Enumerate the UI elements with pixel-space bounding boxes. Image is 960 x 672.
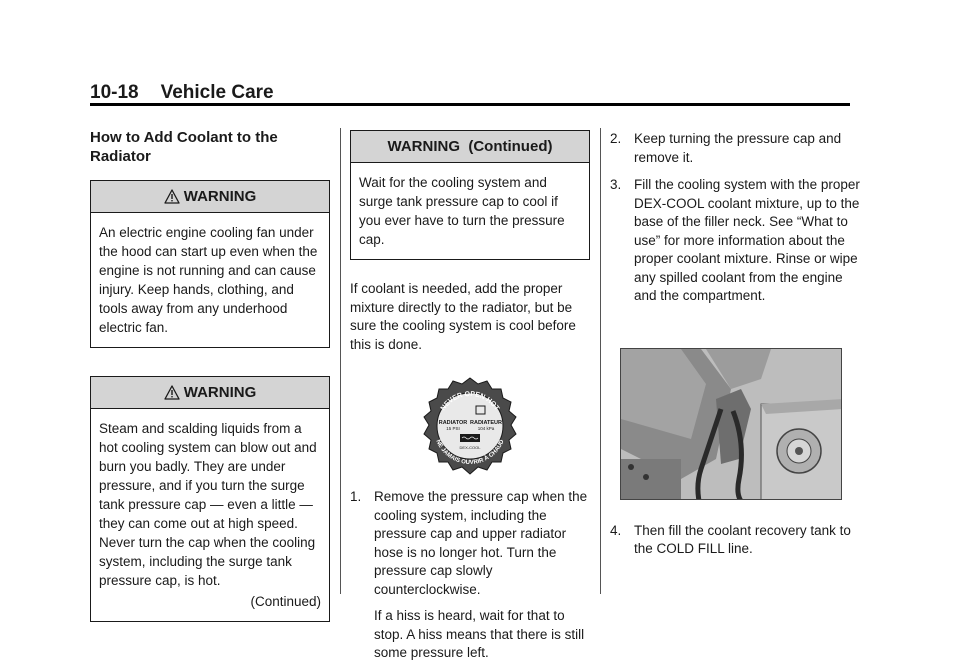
cap-left-label: RADIATOR	[438, 420, 468, 426]
engine-compartment-image	[621, 349, 842, 500]
header-rule	[90, 103, 850, 106]
warning-title: WARNING (Continued)	[387, 138, 553, 155]
step-text: Keep turning the pressure cap and remove it.	[634, 131, 842, 165]
warning-header	[91, 181, 329, 213]
continued-label: (Continued)	[250, 594, 321, 609]
step-note: If a hiss is heard, wait for that to stop. A hiss means that there is still some pressure left.	[374, 608, 585, 660]
engine-coolant-photo	[620, 348, 842, 500]
steps-list	[610, 130, 860, 306]
column-divider-2	[600, 128, 601, 594]
warning-box-continued	[350, 130, 590, 260]
cap-bottom-text: NE JAMAIS OUVRIR À CHAUD	[434, 438, 506, 467]
warning-text: An electric engine cooling fan under the hood can start up even when the engine is not running and can cause injury. Keep hands, clothing, and tools away from any underhood electric fan.	[99, 225, 318, 335]
warning-title: WARNING	[183, 188, 257, 205]
warning-title: WARNING	[183, 384, 257, 401]
list-item	[610, 130, 860, 167]
cap-top-text: NEVER OPEN HOT	[439, 390, 501, 413]
cap-center-label: DEX-COOL	[459, 445, 481, 450]
step-number: 4.	[610, 522, 622, 538]
step-body	[374, 488, 590, 663]
step-number: 2.	[610, 131, 622, 146]
steps-list	[350, 488, 590, 663]
warning-header	[351, 131, 589, 163]
warning-icon	[164, 385, 180, 400]
step-number: 1.	[350, 489, 362, 504]
warning-box-steam	[90, 376, 330, 622]
column-1	[90, 128, 330, 622]
section-title: Vehicle Care	[160, 82, 274, 103]
column-2	[350, 130, 590, 672]
warning-text: Wait for the cooling system and surge tank pressure cap to cool if you ever have to turn the pressure cap.	[359, 175, 565, 247]
cap-right-sub: 104 kPa	[477, 426, 495, 431]
step-text: Fill the cooling system with the proper DEX-COOL coolant mixture, up to the base of the filler neck. See “What to use” for more information about the proper coolant mixture. Rinse or wipe any spilled coolant from the engine and the compartment.	[634, 177, 860, 303]
pressure-cap-illustration	[350, 376, 590, 476]
section-heading: How to Add Coolant to the Radiator	[90, 129, 278, 165]
warning-header	[91, 377, 329, 409]
step-text: Then fill the coolant recovery tank to the COLD FILL line.	[634, 522, 851, 556]
column-divider-1	[340, 128, 341, 594]
warning-icon	[164, 189, 180, 204]
intro-paragraph: If coolant is needed, add the proper mixture directly to the radiator, but be sure the cooling system is cool before this is done.	[350, 281, 576, 352]
warning-box-fan	[90, 180, 330, 348]
list-item	[610, 176, 860, 306]
step-text: Remove the pressure cap when the cooling system, including the pressure cap and upper radiator hose is no longer hot. Turn the pressure cap slowly counterclockwise.	[374, 489, 588, 597]
cap-left-sub: 15 PSI	[446, 426, 460, 431]
step-number: 3.	[610, 177, 622, 192]
list-item	[610, 522, 860, 559]
page-header	[90, 82, 274, 104]
steps-list	[610, 522, 860, 559]
warning-text-box	[91, 409, 329, 621]
cap-right-label: RADIATEUR	[470, 420, 502, 426]
column-3	[610, 130, 860, 568]
pressure-cap-icon	[420, 376, 520, 476]
warning-text: Steam and scalding liquids from a hot cooling system can blow out and burn you badly. They are under pressure, and if you turn the surge tank pressure cap — even a little — they can come out at high speed. Never turn the cap when the cooling system, including the surge tank pressure cap, is hot.	[99, 421, 317, 588]
list-item	[350, 488, 590, 663]
page-number: 10-18	[90, 82, 139, 103]
